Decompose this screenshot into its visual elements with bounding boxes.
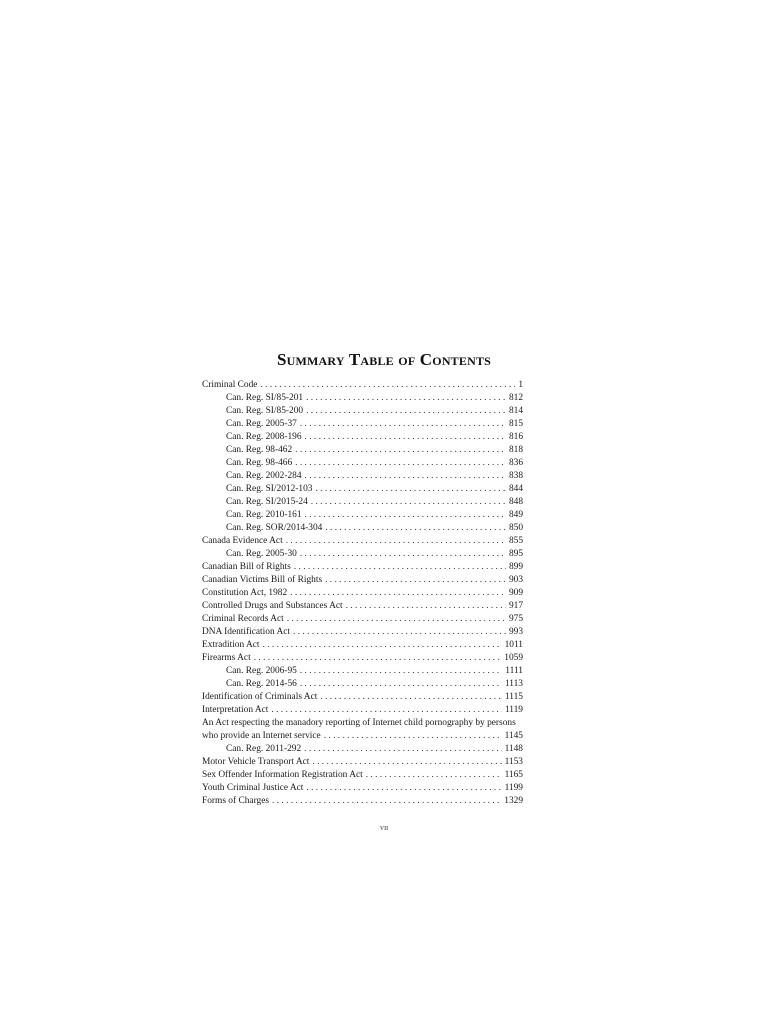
toc-page-number: 836	[508, 458, 523, 468]
dot-leader	[293, 626, 506, 639]
toc-page-number: 1165	[504, 770, 523, 780]
toc-page-number: 816	[508, 432, 523, 442]
toc-page-number: 1113	[504, 679, 523, 689]
toc-entry-label: Can. Reg. 2010-161	[226, 510, 302, 520]
toc-entry-label: Can. Reg. SOR/2014-304	[226, 523, 323, 533]
toc-entry-label: Can. Reg. 2011-292	[226, 744, 302, 754]
toc-subentry[interactable]	[202, 444, 523, 457]
toc-subentry[interactable]	[202, 509, 523, 522]
toc-page-number: 993	[508, 627, 523, 637]
toc-entries	[202, 379, 523, 717]
toc-page-number: 818	[508, 445, 523, 455]
dot-leader	[300, 665, 502, 678]
toc-entry-label: Youth Criminal Justice Act	[202, 783, 304, 793]
toc-entry-label: Can. Reg. 2005-30	[226, 549, 297, 559]
dot-leader	[346, 600, 506, 613]
toc-entry-label: Can. Reg. 2006-95	[226, 666, 297, 676]
page-title: Summary Table of Contents	[276, 350, 492, 369]
toc-entry-label: DNA Identification Act	[202, 627, 290, 637]
toc-page-number: 975	[508, 614, 523, 624]
dot-leader	[294, 561, 506, 574]
toc-entries-after	[202, 743, 523, 808]
dot-leader	[305, 470, 506, 483]
dot-leader	[300, 548, 506, 561]
dot-leader	[260, 379, 515, 392]
toc-page-number: 895	[508, 549, 523, 559]
toc-entry-label: Canadian Victims Bill of Rights	[202, 575, 323, 585]
dot-leader	[320, 691, 502, 704]
toc-entry[interactable]	[202, 756, 523, 769]
toc-entry[interactable]	[202, 626, 523, 639]
toc-entry[interactable]	[202, 769, 523, 782]
toc-entry-label: Can. Reg. SI/2015-24	[226, 497, 308, 507]
toc-entry-label: Can. Reg. SI/2012-103	[226, 484, 313, 494]
toc-subentry[interactable]	[202, 522, 523, 535]
toc-entry-label: Can. Reg. 2014-56	[226, 679, 297, 689]
toc-page-number: 849	[508, 510, 523, 520]
toc-entry-label: Interpretation Act	[202, 705, 269, 715]
toc-entry-label: Constitution Act, 1982	[202, 588, 288, 598]
toc-page-number: 844	[508, 484, 523, 494]
toc-page-number: 1199	[504, 783, 523, 793]
dot-leader	[305, 431, 506, 444]
dot-leader	[312, 756, 501, 769]
toc-entry-label: Motor Vehicle Transport Act	[202, 757, 310, 767]
toc-page-number: 1329	[504, 796, 523, 806]
page-folio: vii	[379, 823, 389, 832]
toc-entry[interactable]	[202, 561, 523, 574]
toc-entry-label: Can. Reg. SI/85-201	[226, 393, 304, 403]
dot-leader	[300, 678, 502, 691]
toc-page-number: 1011	[504, 640, 523, 650]
dot-leader	[286, 535, 506, 548]
toc-entry-label: Can. Reg. SI/85-200	[226, 406, 304, 416]
dot-leader	[295, 444, 506, 457]
toc-entry-label: Can. Reg. 2005-37	[226, 419, 297, 429]
dot-leader	[254, 652, 502, 665]
toc-page-number: 1	[518, 380, 523, 390]
toc-page-number: 909	[508, 588, 523, 598]
toc-entry-label: Firearms Act	[202, 653, 251, 663]
toc-subentry[interactable]	[202, 431, 523, 444]
toc-entry-label: Forms of Charges	[202, 796, 270, 806]
toc-subentry[interactable]	[202, 548, 523, 561]
toc-page-number: 1153	[504, 757, 523, 767]
toc-subentry[interactable]	[202, 418, 523, 431]
toc-entry-label: Sex Offender Information Registration Act	[202, 770, 363, 780]
dot-leader	[306, 392, 506, 405]
dot-leader	[366, 769, 502, 782]
dot-leader	[290, 587, 506, 600]
dot-leader	[305, 509, 506, 522]
dot-leader	[325, 522, 506, 535]
toc-page-number: 812	[508, 393, 523, 403]
toc-page-number: 1148	[504, 744, 523, 754]
dot-leader	[304, 743, 501, 756]
dot-leader	[295, 457, 506, 470]
dot-leader	[311, 496, 506, 509]
toc-subentry[interactable]	[202, 678, 523, 691]
toc-page-number: 1115	[504, 692, 523, 702]
toc-entry-label: Criminal Records Act	[202, 614, 284, 624]
toc-page-number: 814	[508, 406, 523, 416]
toc-page-number: 848	[508, 497, 523, 507]
toc-entry[interactable]	[202, 535, 523, 548]
dot-leader	[300, 418, 506, 431]
toc-page-number: 855	[508, 536, 523, 546]
toc-subentry[interactable]	[202, 496, 523, 509]
toc-entry[interactable]	[202, 652, 523, 665]
dot-leader	[263, 639, 502, 652]
toc-page-number: 1119	[504, 705, 523, 715]
dot-leader	[271, 704, 502, 717]
toc-page-number: 903	[508, 575, 523, 585]
toc-entry[interactable]	[202, 639, 523, 652]
toc-page-number: 850	[508, 523, 523, 533]
toc-page-number: 1145	[504, 731, 523, 741]
toc-entry-label: Controlled Drugs and Substances Act	[202, 601, 343, 611]
toc-page-number: 1111	[505, 666, 523, 676]
toc-entry-label: Canada Evidence Act	[202, 536, 283, 546]
toc-subentry[interactable]	[202, 405, 523, 418]
toc-page-number: 838	[508, 471, 523, 481]
toc-entry-label: Can. Reg. 2008-196	[226, 432, 302, 442]
dot-leader	[325, 574, 506, 587]
toc-subentry[interactable]	[202, 457, 523, 470]
toc-entry[interactable]	[202, 574, 523, 587]
toc-page-number: 815	[508, 419, 523, 429]
toc-entry-wrapped[interactable]	[202, 717, 523, 743]
toc-entry[interactable]	[202, 795, 523, 808]
toc-subentry[interactable]	[202, 470, 523, 483]
toc-page-number: 1059	[504, 653, 523, 663]
toc-entry[interactable]	[202, 587, 523, 600]
toc-entry-line2	[202, 730, 523, 743]
toc-entry[interactable]	[202, 704, 523, 717]
toc-entry-label: Extradition Act	[202, 640, 260, 650]
table-of-contents	[202, 379, 523, 808]
toc-entry[interactable]	[202, 782, 523, 795]
toc-entry-label: Can. Reg. 98-462	[226, 445, 293, 455]
toc-subentry[interactable]	[202, 665, 523, 678]
dot-leader	[315, 483, 505, 496]
toc-entry-label: Canadian Bill of Rights	[202, 562, 291, 572]
toc-entry-label: Can. Reg. 2002-284	[226, 471, 302, 481]
toc-subentry[interactable]	[202, 743, 523, 756]
toc-entry[interactable]	[202, 379, 523, 392]
toc-entry-label-line1: An Act respecting the manadory reporting of Internet child pornography by persons	[202, 718, 516, 728]
dot-leader	[324, 730, 502, 743]
dot-leader	[306, 782, 501, 795]
toc-subentry[interactable]	[202, 392, 523, 405]
toc-entry-label-line2: who provide an Internet service	[202, 731, 321, 741]
toc-page-number: 899	[508, 562, 523, 572]
toc-page-number: 917	[508, 601, 523, 611]
toc-entry-label: Criminal Code	[202, 380, 258, 390]
toc-subentry[interactable]	[202, 483, 523, 496]
dot-leader	[287, 613, 506, 626]
toc-entry[interactable]	[202, 691, 523, 704]
toc-entry[interactable]	[202, 600, 523, 613]
toc-entry[interactable]	[202, 613, 523, 626]
toc-entry-label: Can. Reg. 98-466	[226, 458, 293, 468]
dot-leader	[272, 795, 501, 808]
dot-leader	[306, 405, 506, 418]
toc-entry-label: Identification of Criminals Act	[202, 692, 318, 702]
